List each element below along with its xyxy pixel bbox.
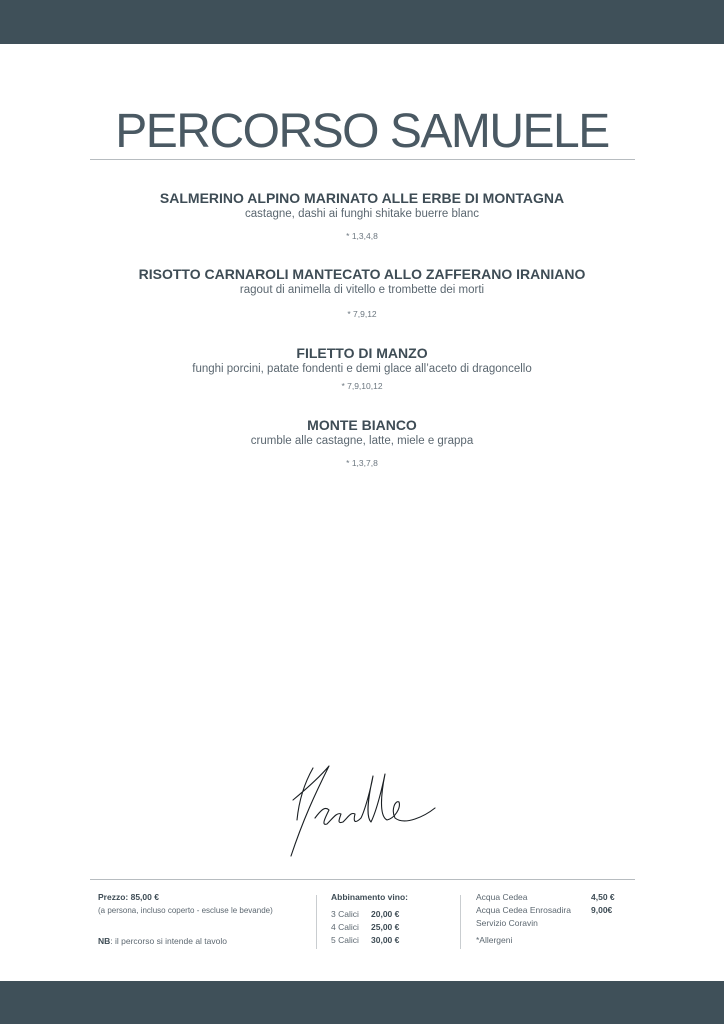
wine-pairing	[331, 891, 451, 947]
course-description: ragout di animella di vitello e trombette dei morti	[239, 284, 485, 296]
extra-label: Acqua Cedea	[476, 892, 528, 902]
bottom-band	[0, 981, 724, 1024]
course-allergens: * 7,9,10,12	[341, 381, 383, 391]
wine-title: Abbinamento vino:	[331, 892, 408, 902]
extra-price: 4,50 €	[591, 892, 615, 902]
nb-label: NB	[98, 936, 111, 946]
extra-price: 9,00€	[591, 905, 613, 915]
extras-info	[476, 891, 636, 947]
wine-option-label: 3 Calici	[331, 909, 359, 919]
wine-option	[331, 921, 451, 934]
extra-item	[476, 891, 636, 904]
course-description: crumble alle castagne, latte, miele e grappa	[250, 435, 474, 447]
course-name: MONTE BIANCO	[307, 417, 417, 433]
course-description: castagne, dashi ai funghi shitake buerre blanc	[245, 208, 479, 220]
wine-option	[331, 934, 451, 947]
wine-option	[331, 908, 451, 921]
course-4	[0, 417, 724, 469]
extra-item	[476, 904, 636, 917]
price-label: Prezzo: 85,00 €	[98, 892, 159, 902]
extra-label: Acqua Cedea Enrosadira	[476, 905, 571, 915]
wine-option-label: 4 Calici	[331, 922, 359, 932]
price-info	[98, 891, 313, 948]
course-allergens: * 1,3,4,8	[346, 231, 378, 241]
footer-column-divider	[316, 895, 317, 949]
menu-title: PERCORSO SAMUELE	[115, 105, 609, 158]
nb-text: : il percorso si intende al tavolo	[110, 936, 227, 946]
course-description: funghi porcini, patate fondenti e demi glace all’aceto di dragoncello	[192, 363, 532, 375]
wine-option-label: 5 Calici	[331, 935, 359, 945]
course-allergens: * 7,9,12	[347, 309, 377, 319]
course-3	[0, 345, 724, 392]
extra-item	[476, 917, 636, 930]
wine-option-price: 20,00 €	[371, 909, 400, 919]
course-1	[0, 190, 724, 242]
chef-signature	[285, 760, 445, 860]
extra-label: Servizio Coravin	[476, 918, 538, 928]
footer-divider	[90, 879, 635, 880]
wine-option-price: 25,00 €	[371, 922, 400, 932]
footer-column-divider	[460, 895, 461, 949]
course-name: RISOTTO CARNAROLI MANTECATO ALLO ZAFFERANO IRANIANO	[138, 266, 586, 282]
title-divider	[90, 159, 635, 160]
course-name: FILETTO DI MANZO	[296, 345, 428, 361]
course-allergens: * 1,3,7,8	[346, 458, 378, 468]
price-note: (a persona, incluso coperto - escluse le bevande)	[98, 906, 273, 915]
course-2	[0, 266, 724, 320]
course-name: SALMERINO ALPINO MARINATO ALLE ERBE DI MONTAGNA	[159, 190, 565, 206]
allergens-note: *Allergeni	[476, 935, 513, 945]
wine-option-price: 30,00 €	[371, 935, 400, 945]
top-band	[0, 0, 724, 44]
